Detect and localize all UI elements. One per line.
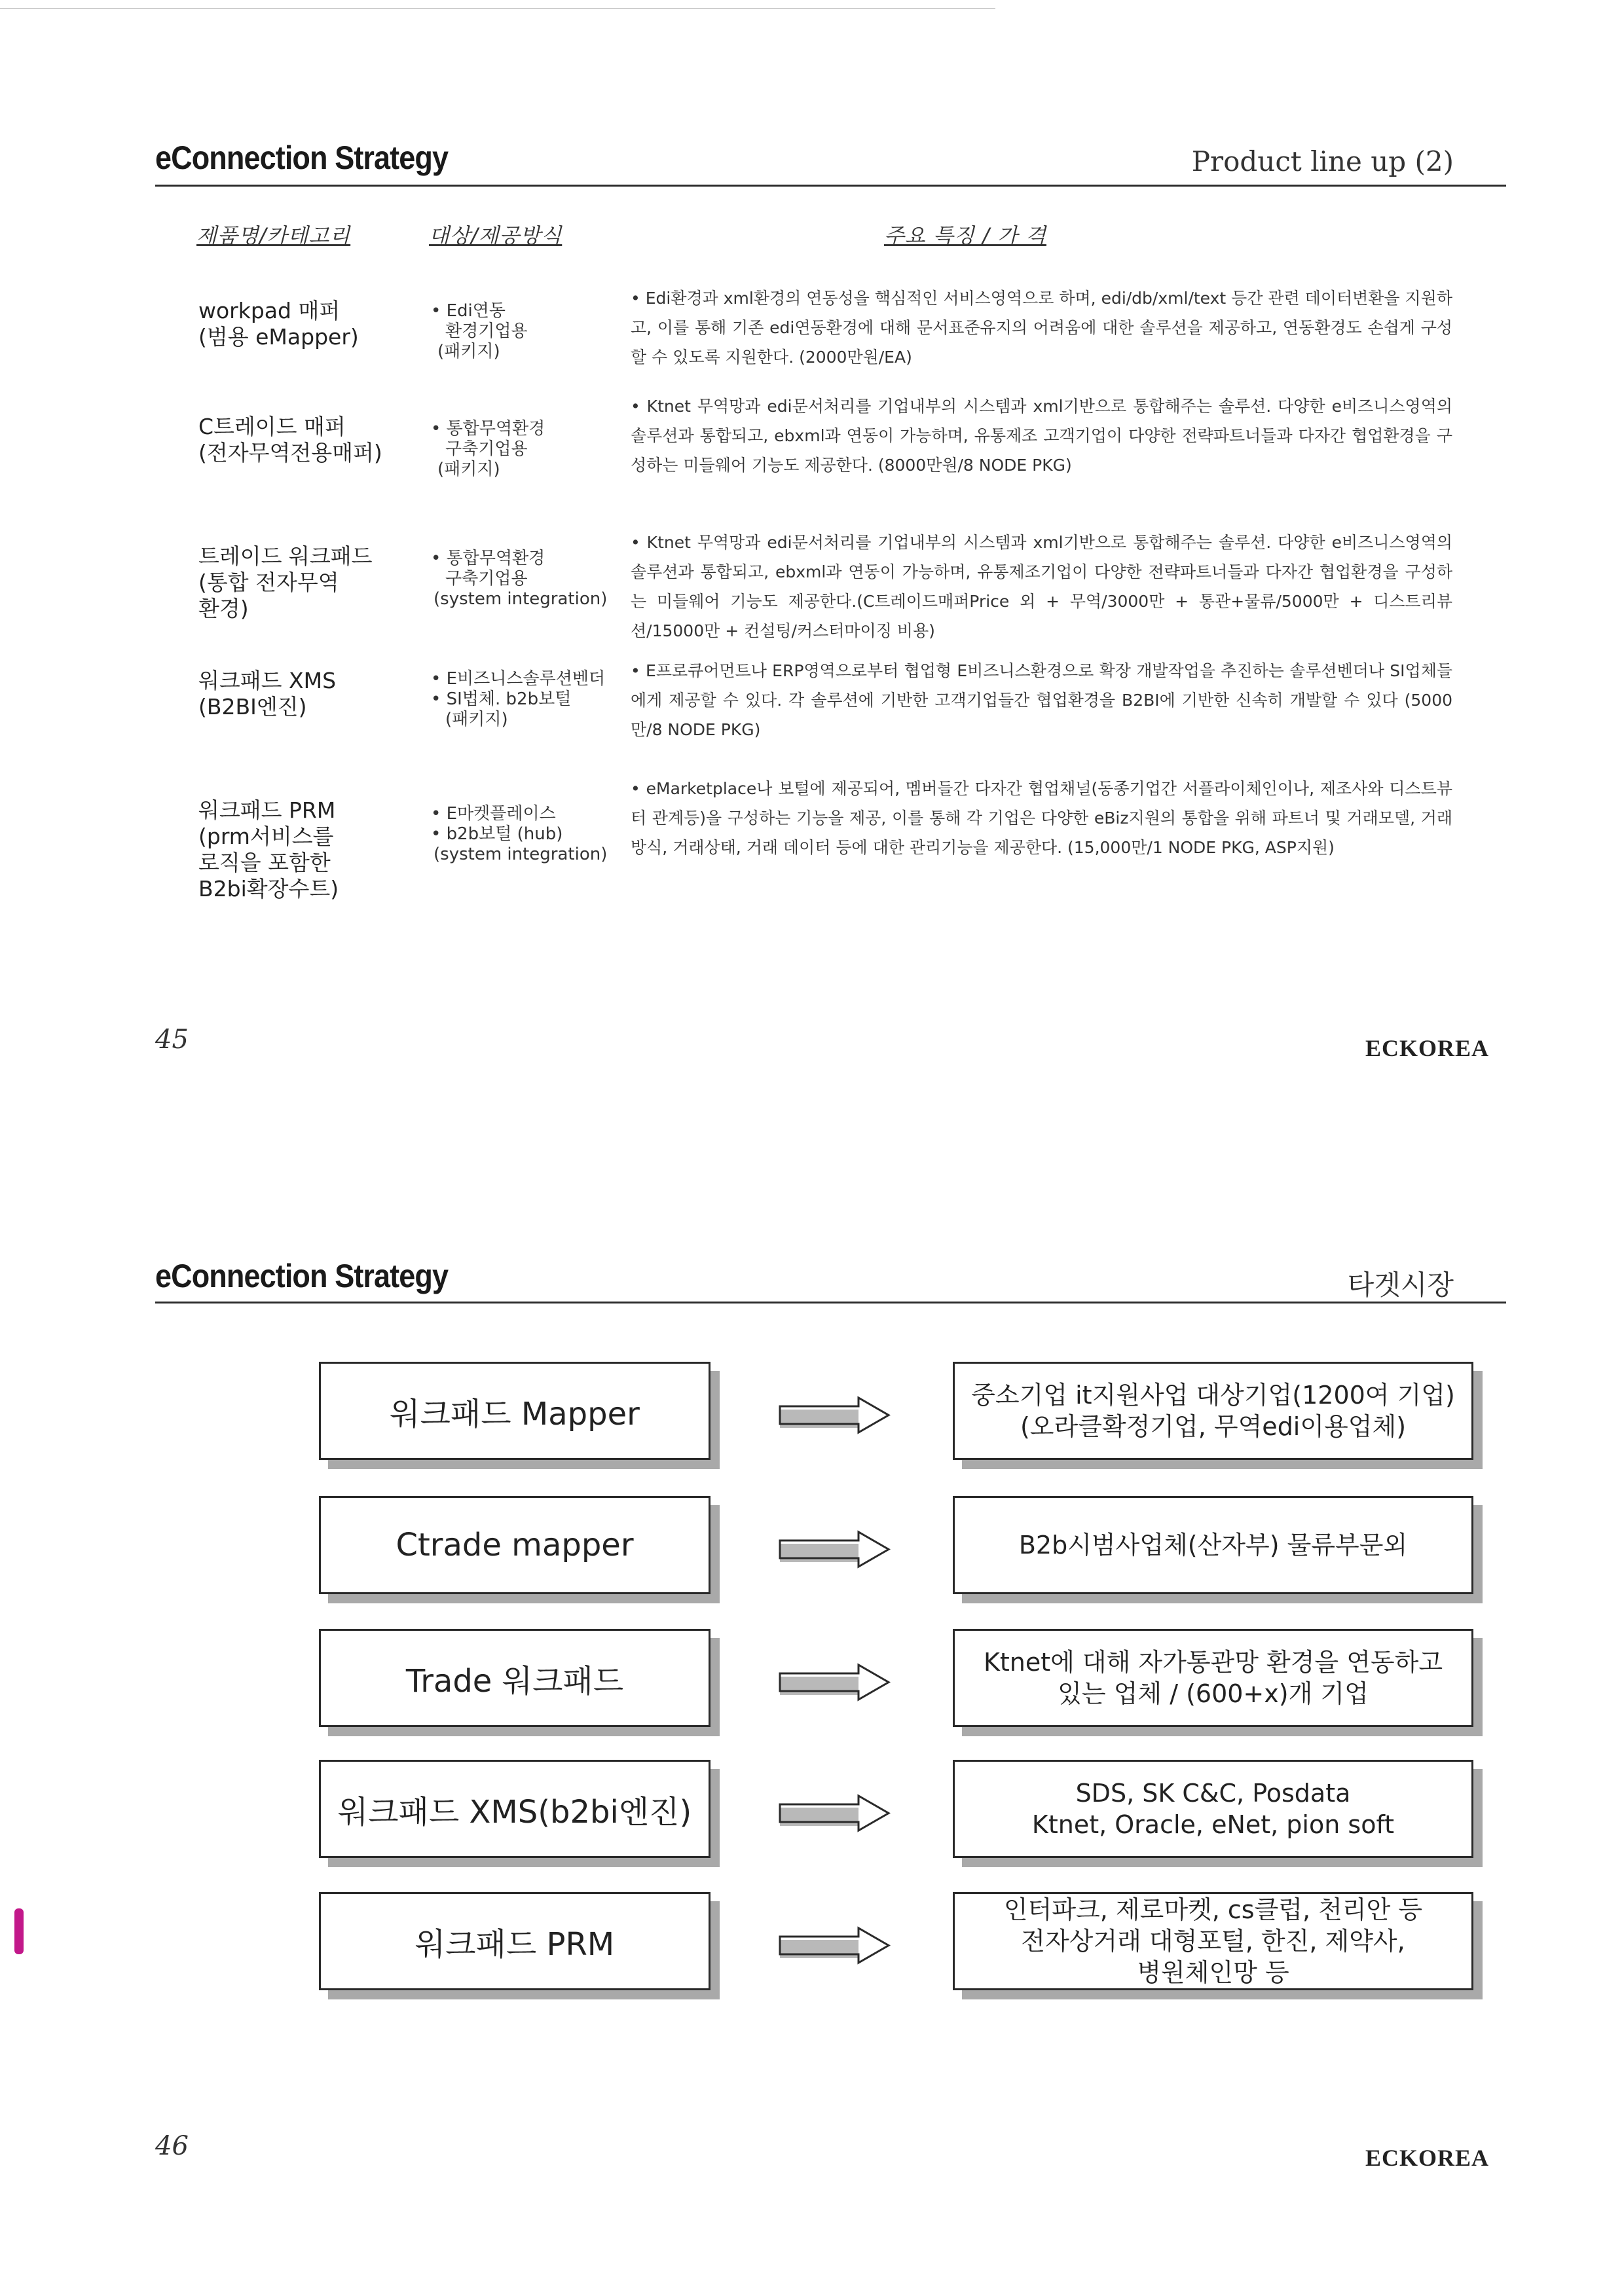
target-line: 환경기업용 bbox=[445, 321, 528, 341]
product-name bbox=[198, 668, 336, 720]
product-name bbox=[198, 414, 382, 466]
market-box-line: SDS, SK C&C, Posdata bbox=[1075, 1779, 1351, 1808]
product-name-line: C트레이드 매퍼 bbox=[198, 414, 346, 439]
market-box-line: B2b시범사업체(산자부) 물류부문외 bbox=[1018, 1531, 1408, 1559]
product-name-line: 워크패드 PRM bbox=[198, 797, 336, 823]
product-name-line: (통합 전자무역 bbox=[198, 570, 339, 595]
target-line: 구축기업용 bbox=[445, 439, 528, 459]
product-target bbox=[431, 804, 607, 865]
target-line: (system integration) bbox=[434, 589, 608, 609]
target-line: • 통합무역환경 bbox=[431, 419, 545, 439]
target-market-box bbox=[953, 1629, 1473, 1727]
page1-header-rule bbox=[155, 185, 1506, 187]
page2-header-rule bbox=[155, 1302, 1506, 1303]
page2-footer-brand: ECKOREA bbox=[1365, 2145, 1490, 2171]
product-name-line: (B2BI엔진) bbox=[198, 694, 307, 720]
product-name-line: (범용 eMapper) bbox=[198, 324, 359, 350]
target-product-box bbox=[319, 1362, 710, 1460]
product-target bbox=[431, 669, 605, 730]
right-arrow-icon bbox=[776, 1655, 894, 1707]
product-description bbox=[631, 283, 1452, 372]
target-line: (system integration) bbox=[434, 845, 608, 864]
target-line: (패키지) bbox=[445, 710, 508, 729]
target-market-box bbox=[953, 1892, 1473, 1990]
product-name-line: (전자무역전용매퍼) bbox=[198, 440, 382, 465]
right-arrow-icon bbox=[776, 1786, 894, 1838]
page1-footer-brand: ECKOREA bbox=[1365, 1035, 1490, 1061]
product-description bbox=[631, 656, 1452, 744]
market-box-line: 있는 업체 / (600+x)개 기업 bbox=[1058, 1679, 1369, 1708]
description-text: • eMarketplace나 보털에 제공되어, 멤버들간 다자간 협업채널(동종기업간 서플라이체인이나, 제조사와 디스트뷰터 관계등)을 구성하는 기능을 제공, 이를 통해 각 기업은 다양한 eBiz지원의 통합을 위해 파트너 및 거래모델, 거래방식, 거래상태, 거래 데이터 등에 대한 관리기능을 제공한다. (15,000만/1 NODE PKG, ASP지원) bbox=[631, 779, 1452, 857]
product-box-label: 워크패드 Mapper bbox=[390, 1395, 640, 1432]
target-product-box bbox=[319, 1892, 710, 1990]
product-target bbox=[431, 419, 545, 480]
market-box-line: 병원체인망 등 bbox=[1137, 1958, 1289, 1987]
target-line: • b2b보털 (hub) bbox=[431, 824, 563, 844]
product-box-label: 워크패드 XMS(b2bi엔진) bbox=[337, 1793, 692, 1831]
description-text: • Ktnet 무역망과 edi문서처리를 기업내부의 시스템과 xml기반으로 통합해주는 솔루션. 다양한 e비즈니스영역의 솔루션과 통합되고, ebxml과 연동이 가능하며, 유통제조 고객기업이 다양한 전략파트너들과 다자간 협업환경을 구성하는 미들웨어 기능도 제공한다. (8000만원/8 NODE PKG) bbox=[631, 397, 1452, 475]
product-description bbox=[631, 392, 1452, 480]
target-product-box bbox=[319, 1496, 710, 1594]
product-box-label: Ctrade mapper bbox=[396, 1527, 634, 1563]
product-target bbox=[431, 549, 607, 610]
target-line: (패키지) bbox=[437, 342, 500, 361]
page2-page-number: 46 bbox=[155, 2131, 189, 2161]
page1-title: eConnection Strategy bbox=[155, 139, 449, 176]
column-header-features: 주요 특징 / 가 격 bbox=[884, 223, 1046, 248]
column-header-target: 대상/제공방식 bbox=[429, 223, 563, 248]
product-target bbox=[431, 301, 528, 362]
product-name bbox=[198, 543, 373, 622]
market-box-line: Ktnet에 대해 자가통관망 환경을 연동하고 bbox=[983, 1648, 1443, 1677]
target-market-box bbox=[953, 1362, 1473, 1460]
target-market-box bbox=[953, 1496, 1473, 1594]
product-name-line: B2bi확장수트) bbox=[198, 876, 339, 902]
product-name-line: 로직을 포함한 bbox=[198, 850, 331, 875]
market-box-line: 전자상거래 대형포털, 한진, 제약사, bbox=[1021, 1927, 1405, 1956]
target-product-box bbox=[319, 1629, 710, 1727]
product-box-label: 워크패드 PRM bbox=[415, 1925, 615, 1963]
target-line: • Edi연동 bbox=[431, 301, 506, 321]
description-text: • E프로큐어먼트나 ERP영역으로부터 협업형 E비즈니스환경으로 확장 개발작업을 추진하는 솔루션벤더나 SI업체들에게 제공할 수 있다. 각 솔루션에 기반한 고객기업들간 협업환경을 B2BI에 기반한 신속히 개발할 수 있다 (5000만/8 NODE PKG) bbox=[631, 661, 1452, 739]
target-line: 구축기업용 bbox=[445, 569, 528, 589]
right-arrow-icon bbox=[776, 1918, 894, 1971]
product-name-line: 트레이드 워크패드 bbox=[198, 543, 373, 569]
page1-page-number: 45 bbox=[155, 1025, 189, 1055]
product-box-label: Trade 워크패드 bbox=[405, 1662, 624, 1700]
description-text: • Edi환경과 xml환경의 연동성을 핵심적인 서비스영역으로 하며, edi/db/xml/text 등간 관련 데이터변환을 지원하고, 이를 통해 기존 edi연동환경에 대해 문서표준유지의 어려움에 대한 솔루션을 제공하고, 연동환경도 손쉽게 구성할 수 있도록 지원한다. (2000만원/EA) bbox=[631, 289, 1452, 367]
target-market-box bbox=[953, 1760, 1473, 1858]
target-line: • SI법체. b2b보털 bbox=[431, 689, 572, 709]
right-arrow-icon bbox=[776, 1388, 894, 1440]
product-name bbox=[198, 797, 339, 902]
target-product-box bbox=[319, 1760, 710, 1858]
market-box-line: (오라클확정기업, 무역edi이용업체) bbox=[1020, 1412, 1407, 1441]
scan-artifact-line bbox=[0, 8, 995, 9]
product-description bbox=[631, 528, 1452, 646]
product-name-line: workpad 매퍼 bbox=[198, 298, 341, 323]
product-name-line: (prm서비스를 bbox=[198, 824, 334, 849]
target-line: (패키지) bbox=[437, 460, 500, 479]
page2-subtitle: 타겟시장 bbox=[1347, 1269, 1454, 1301]
product-description bbox=[631, 774, 1452, 862]
target-line: • 통합무역환경 bbox=[431, 549, 545, 568]
target-line: • E마켓플레이스 bbox=[431, 804, 556, 824]
market-box-line: 인터파크, 제로마켓, cs클럽, 천리안 등 bbox=[1003, 1895, 1423, 1924]
product-name bbox=[198, 298, 359, 350]
product-name-line: 환경) bbox=[198, 596, 249, 621]
market-box-line: 중소기업 it지원사업 대상기업(1200여 기업) bbox=[971, 1381, 1455, 1410]
column-header-product: 제품명/카테고리 bbox=[196, 223, 351, 248]
page2-title: eConnection Strategy bbox=[155, 1258, 449, 1294]
right-arrow-icon bbox=[776, 1522, 894, 1575]
market-box-line: Ktnet, Oracle, eNet, pion soft bbox=[1031, 1810, 1395, 1839]
description-text: • Ktnet 무역망과 edi문서처리를 기업내부의 시스템과 xml기반으로 통합해주는 솔루션. 다양한 e비즈니스영역의 솔루션과 통합되고, ebxml과 연동이 가능하며, 유통제조기업이 다양한 전략파트너들과 다자간 협업환경을 구성하는 미들웨어 기능도 제공한다.(C트레이드매퍼Price 외 + 무역/3000만 + 통관+물류/5000만 + 디스트리뷰션/15000만 + 컨설팅/커스터마이징 비용) bbox=[631, 533, 1452, 640]
product-name-line: 워크패드 XMS bbox=[198, 668, 337, 693]
target-line: • E비즈니스솔루션벤더 bbox=[431, 669, 606, 689]
margin-ink-mark bbox=[14, 1908, 24, 1954]
page1-subtitle: Product line up (2) bbox=[1191, 145, 1454, 177]
